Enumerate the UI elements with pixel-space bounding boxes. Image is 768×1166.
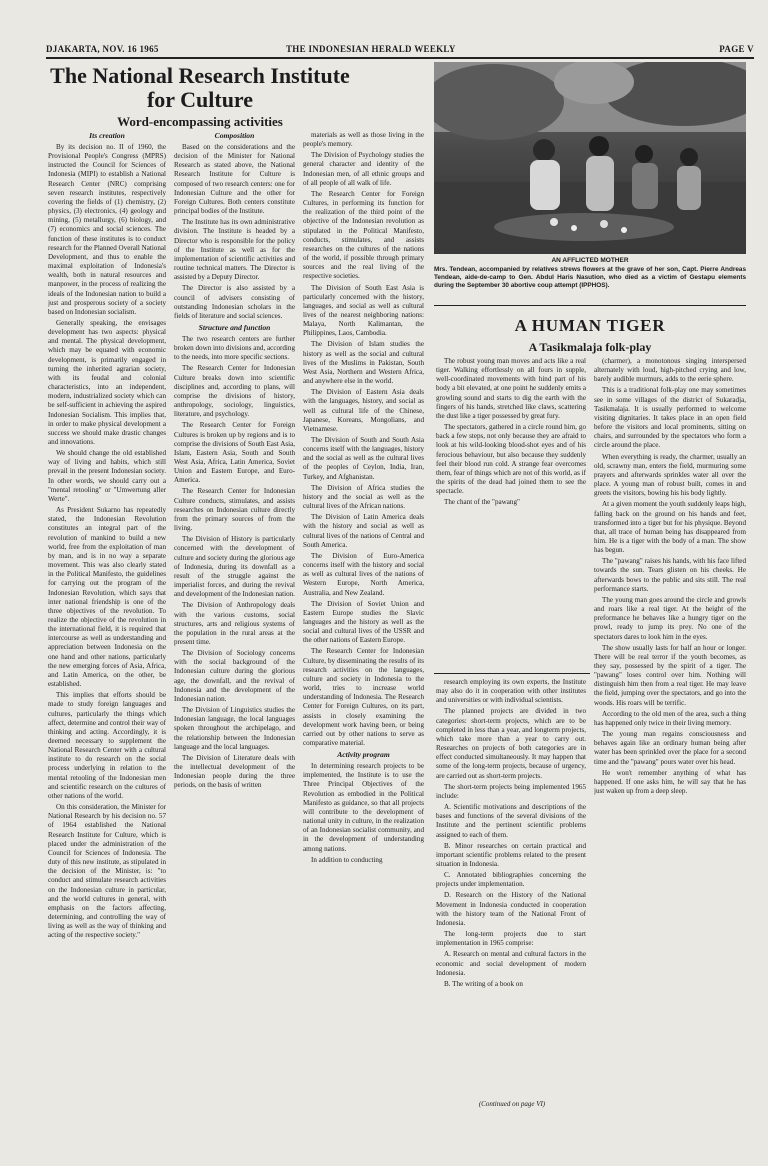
paragraph: The Division of Euro-America concerns itself with the history and social as well as cultural lives of the nations of Western Europe, North America, Australia, and New Zealand.: [303, 551, 424, 597]
paragraph: The young man goes around the circle and growls and roars like a real tiger. At the height of the preformance he behaves like a hungry tiger on the prowl, ready to jump its prey. No one of the spectators dares to look him in the eyes.: [594, 595, 746, 641]
photo-caption-title: AN AFFLICTED MOTHER: [551, 257, 629, 264]
paragraph: The Division of History is particularly concerned with the development of culture and society during the glorious age of Indonesia, during its downfall as a result of the struggle against the imperialist forces, and during the revival and development of the Indonesian nation.: [174, 535, 295, 599]
paragraph: The two research centers are further broken down into divisions and, according to the needs, into more specific sections.: [174, 334, 295, 362]
paragraph: The Institute has its own administrative division. The Institute is headed by a Director who is responsible for the policy of the Institute as well as for the implementation of scientific activities and routine technical matters. The Director is assisted by a Deputy Director.: [174, 218, 295, 282]
tiger-article-column-1: [436, 357, 586, 670]
main-article-column-4: [436, 678, 586, 1098]
photo-caption: Mrs. Tendean, accompanied by relatives strews flowers at the grave of her son, Capt. Pierre Andreas Tendean, aide-de-camp to Gen. Abdul Haris Nasution, who died as a victim of Gestapu elements during the September 30 abortive coup attempt (IPPHOS).: [434, 266, 746, 289]
paragraph: Based on the considerations and the decision of the Minister for National Research as stated above, the National Research Institute for Culture is composed of two research centers: one for Indonesian Culture and the other for Foreign Cultures. Both centers constitute principal bodies of the Institute.: [174, 143, 295, 216]
paragraph: The Division of Psychology studies the general character and identity of the Indonesian men, of all ethnic groups and of all people of all walk of life.: [303, 151, 424, 187]
tiger-subhead: A Tasikmalaja folk-play: [528, 340, 652, 354]
paragraph: The Division of Eastern Asia deals with the languages, history, and social as well as cultural life of the Chinese, Japanese, Koreans, Mongolians, and Vietnamese.: [303, 388, 424, 433]
main-article-column-1: [48, 131, 166, 1131]
paragraph: We should change the old established way of living and habits, which still prevail in the present Indonesian society. In other words, we should carry out a "mental retooling" or "Umwertung aller Werte".: [48, 449, 166, 503]
section-heading: Structure and function: [198, 322, 271, 332]
paragraph: B. The writing of a book on: [444, 979, 523, 988]
main-headline: The National Research Institute for Culture: [50, 63, 350, 112]
paragraph: C. Annotated bibliographies concerning the projects under implementation.: [436, 871, 586, 889]
header-masthead: THE INDONESIAN HERALD WEEKLY: [286, 44, 456, 54]
main-subhead: Word-encompassing activities: [117, 114, 283, 129]
paragraph: The Research Center for Foreign Cultures is broken up by regions and is to comprise the divisions of South East Asia, Islam, Eastern Asia, South and South West Asia, Africa, Latin America, Soviet Union and Eastern Europe, and Euro-America.: [174, 421, 295, 485]
header-rule: [46, 57, 754, 59]
grave-photo-image: [434, 62, 746, 254]
paragraph: Generally speaking, the envisages development has two aspects: physical and mental. The physical development, which may be equated with economic development, is primarily engaged in turning the inherited agrarian society, with its feudal and colonial characteristics, into an independent, modern, industrialized society which can be self-sufficient in achieving the aspired Indonesian Socialism. This implies that, in order to make physical development a success we should make drastic changes and innovations.: [48, 318, 166, 446]
paragraph: On this consideration, the Minister for National Research by his decision no. 57 of 1964 established the National Research Institute for Culture, which is placed under the administration of the Council for Sciences of Indonesia. The duty of this new institute, as stipulated in the decision of the Minister, is: "to conduct and stimulate research activities on the Indonesian culture in particular, and the world cultures in general, with emphasis on the factors affecting, determining, and controlling the way of living as well as the way of thinking and acting of the respective society.": [48, 803, 166, 940]
paragraph: In addition to conducting: [311, 855, 383, 864]
paragraph: research employing its own experts, the Institute may also do it in cooperation with other institutes and universities or with individual scientists.: [436, 678, 586, 705]
paragraph: The Division of South East Asia is particularly concerned with the history, languages, and social as well as cultural lives of the nearest neighboring nations: Malaya, North Kalimantan, the Philippines, Laos, Cambodia.: [303, 283, 424, 338]
tiger-section-rule: [434, 673, 590, 674]
section-heading: Its creation: [89, 131, 125, 140]
section-heading: Composition: [214, 131, 255, 140]
paragraph: When everything is ready, the charmer, usually an old, scrawny man, enters the field, murmuring some prayers and afterwards sprinkles water all over the place. A young man of robust built, comes in and greets the visitors, bowing his his body lightly.: [594, 452, 746, 498]
paragraph: The Division of Latin America deals with the history and social as well as cultural lives of the nations of Central and South America.: [303, 513, 424, 549]
paragraph: The Division of South and South Asia concerns itself with the languages, history and the social as well as the cultural lives of the peoples of Ceylon, India, Iran, Turkey, and Afghanistan.: [303, 436, 424, 481]
main-article-column-2: [174, 131, 295, 1131]
page-header: [46, 44, 754, 58]
paragraph: This implies that efforts should be made to study foreign languages and cultures, particularly the things which affect, determine and control their way of thinking and acting. Accordingly, it is deemed necessary to supplement the National Research Center with a cultural institute to do research on the social process underlying in relation to the mental retooling of the Indonesian men and scientific research on the cultures of other nations of the world.: [48, 691, 166, 800]
paragraph: The "pawang" raises his hands, with his face lifted towards the sun. Tears glisten on his cheeks. He afterwards bows to the public and sits still. The real performance starts.: [594, 557, 746, 593]
paragraph: The spectators, gathered in a circle round him, go back a few steps, not only because they are afraid to look at his wild-looking blood-shot eyes and of his ferocious behaviour, but also because they suddenly feel their blood run cold. A strange fear overcomes them, fear of things which are not of this world, as if the spirits of the dead had joined them to see the spectacle.: [436, 423, 586, 496]
grave-photo: [434, 62, 746, 254]
paragraph: The Research Center for Foreign Cultures, in performing its function for the realization of the third point of the objective of the Indonesian revolution as stipulated in the Political Manifesto, conducts, stimulates, and assists researches on the cultures of the nations of the world, if possible through primary sources and the real living of the respective societies.: [303, 189, 424, 281]
paragraph: He won't remember anything of what has happened. If one asks him, he will say that he has just waken up from a deep sleep.: [594, 768, 746, 796]
header-page-number: PAGE V: [719, 44, 754, 54]
paragraph: The chant of the "pawang": [444, 498, 520, 507]
tiger-article-column-2: [594, 357, 746, 1157]
paragraph: The young man regains consciousness and behaves again like an ordinary human being after water has been sprinkled over the place for a second time and the "pawang" pours water over his head.: [594, 730, 746, 766]
tiger-top-rule: [434, 305, 746, 306]
paragraph: A. Scientific motivations and descriptions of the bases and functions of the several divisions of the Institute and the pertinent scientific problems assigned to each of them.: [436, 803, 586, 839]
paragraph: The Division of Anthropology deals with the various customs, social structures, arts and religious systems of the population in the rural areas at the present time.: [174, 601, 295, 646]
section-heading: Activity program: [337, 750, 390, 760]
paragraph: At a given moment the youth suddenly leaps high, falling back on the ground on his hands and feet, transformed into a tiger but for his physique. Beyond that, all trace of human being has disappeared from him. He is a tiger with the body of a man. The show has begun.: [594, 500, 746, 555]
main-article-column-3: [303, 131, 424, 1131]
paragraph: In determining research projects to be implemented, the Institute is to use the Three Principal Objectives of the Revolution as embodied in the Political Manifesto as guidance, so that all projects will contribute to the development of national unity in culture, in the realization of an Indonesian socialist community, and in the development of understanding among nations.: [303, 762, 424, 853]
paragraph: materials as well as those living in the people's memory.: [303, 131, 424, 149]
paragraph: The Division of Islam studies the history as well as the social and cultural lives of the Muslims in Pakistan, South West Asia, Northern and Western Africa, and anywhere else in the world.: [303, 340, 424, 386]
paragraph: The short-term projects being implemented 1965 include:: [436, 782, 586, 800]
continued-note: (Continued on page VI): [478, 1100, 546, 1108]
paragraph: According to the old men of the area, such a thing has happened only twice in their living memory.: [594, 709, 746, 727]
paragraph: The Division of Sociology concerns with the social background of the Indonesian culture during the glorious age, the downfall, and the revival of Indonesia and the development of the Indonesian nation.: [174, 649, 295, 703]
header-dateline: DJAKARTA, NOV. 16 1965: [46, 44, 159, 54]
paragraph: A. Research on mental and cultural factors in the economic and social development of modern Indonesia.: [436, 950, 586, 977]
paragraph: The long-term projects due to start implementation in 1965 comprise:: [436, 930, 586, 948]
paragraph: The show usually lasts for half an hour or longer. There will be real terror if the youth becomes, as they say, possessed by the spirit of a tiger. The "pawang" loses control over him. Nothing will distinguish him then from a real tiger. He may leave the field, jumping over the spectators, and go into the woods. His roars will be terrific.: [594, 643, 746, 707]
paragraph: The robust young man moves and acts like a real tiger. Walking effortlessly on all fours in supple, well-coordinated movements with hind part of his body a bit elevated, at one point he suddenly emits a growling sound and starts to dig the earth with the fingers of his hands, stretched like claws, scattering the dust like a tiger possessed by great fury.: [436, 357, 586, 420]
tiger-headline: A HUMAN TIGER: [514, 316, 666, 335]
paragraph: The Division of Soviet Union and Eastern Europe studies the Slavic languages and the history as well as the social and cultural lives of the USSR and the other nations of Eastern Europe.: [303, 599, 424, 645]
paragraph: As President Sukarno has repeatedly stated, the Indonesian Revolution constitutes an integral part of the revolution of mankind to build a new world, free from the exploitation of man by man, and is in no way a separate movement. This was also clearly stated in the Political Manifesto, the guidelines for carrying out the program of the Indonesian Revolution, which says that inter national friendship is one of the three objectives of the revolution. To realize the objective of the revolution in the international field, it is required that intercourse as well as understanding and appreciation between Indonesia on the one hand and other nations, particularly the new emerging forces of Asia, Africa, and Latin America, on the other, be established.: [48, 506, 166, 689]
paragraph: By its decision no. II of 1960, the Provisional People's Congress (MPRS) instructed the Council for Sciences of Indonesia (MIPI) to establish a National Research Center (NRC) comprising seven research institutes, respectively covering the fields of (1) chemistry, (2) physics, (3) electronics, (4) geology and mining, (5) metallurgy, (6) biology, and (7) economics and social sciences. The function of these institutes is to conduct research for the Planned Overall National Development, and thus to enable the maximal exploitation of Indonesia's wealth, both in natural resources and manpower, in the process of realizing the ideals of the Indonesian nation to build a just and prosperous society of a society based on Indonesian socialism.: [48, 143, 166, 316]
paragraph: The Division of Africa studies the history and the social as well as the cultural lives of the African nations.: [303, 483, 424, 511]
paragraph: The planned projects are divided in two categories: short-term projects, which are to be completed in less than a year, and longterm projects, which take more than a year to carry out. Researches on projects of both categories are in effect conducted simultaneously. It may happen that some of the long-term projects, because of urgency, are carried out as short-term projects.: [436, 707, 586, 780]
paragraph: (charmer), a monotonous singing interspersed alternately with loud, high-pitched crying and low, barely audible murmurs, adds to the eerie sphere.: [594, 357, 746, 384]
paragraph: This is a traditional folk-play one may sometimes see in some villages of the district of Sukaradja, Tasikmalaja. It is usually performed to welcome visiting dignitaries. It takes place in an open field before the visitors and local prominents, sitting on chairs, and surrounded by the spectators who form a circle around the place.: [594, 386, 746, 450]
paragraph: D. Research on the History of the National Movement in Indonesia conducted in cooperation with the history team of the National Front of Indonesia.: [436, 891, 586, 927]
paragraph: The Division of Linguistics studies the Indonesian language, the local languages spoken throughout the archipelago, and the relationship between the Indonesian language and the local languages.: [174, 706, 295, 751]
paragraph: The Research Center for Indonesian Culture breaks down into scientific disciplines and, according to plans, will comprise the divisions of history, anthropology, sociology, linguistics, literature, and psychology.: [174, 364, 295, 419]
paragraph: The Division of Literature deals with the intellectual development of the Indonesian people during the three periods, on the basis of written: [174, 753, 295, 790]
paragraph: The Director is also assisted by a council of advisers consisting of outstanding Indonesian scholars in the fields of literature and social sciences.: [174, 284, 295, 320]
paragraph: B. Minor researches on certain practical and important scientific problems related to the present situation in Indonesia.: [436, 841, 586, 868]
paragraph: The Research Center for Indonesian Culture, by disseminating the results of its research activities on the languages, culture and society in Indonesia to the world, tries to increase world understanding of Indonesia. The Research Center for Foreign Cultures, on its part, assists in closely examining the development work having been, or being carried out by other nations to serve as comparative material.: [303, 647, 424, 747]
paragraph: The Research Center for Indonesian Culture conducts, stimulates, and assists researches on Indonesian culture directly from the primary sources of from the living.: [174, 487, 295, 533]
